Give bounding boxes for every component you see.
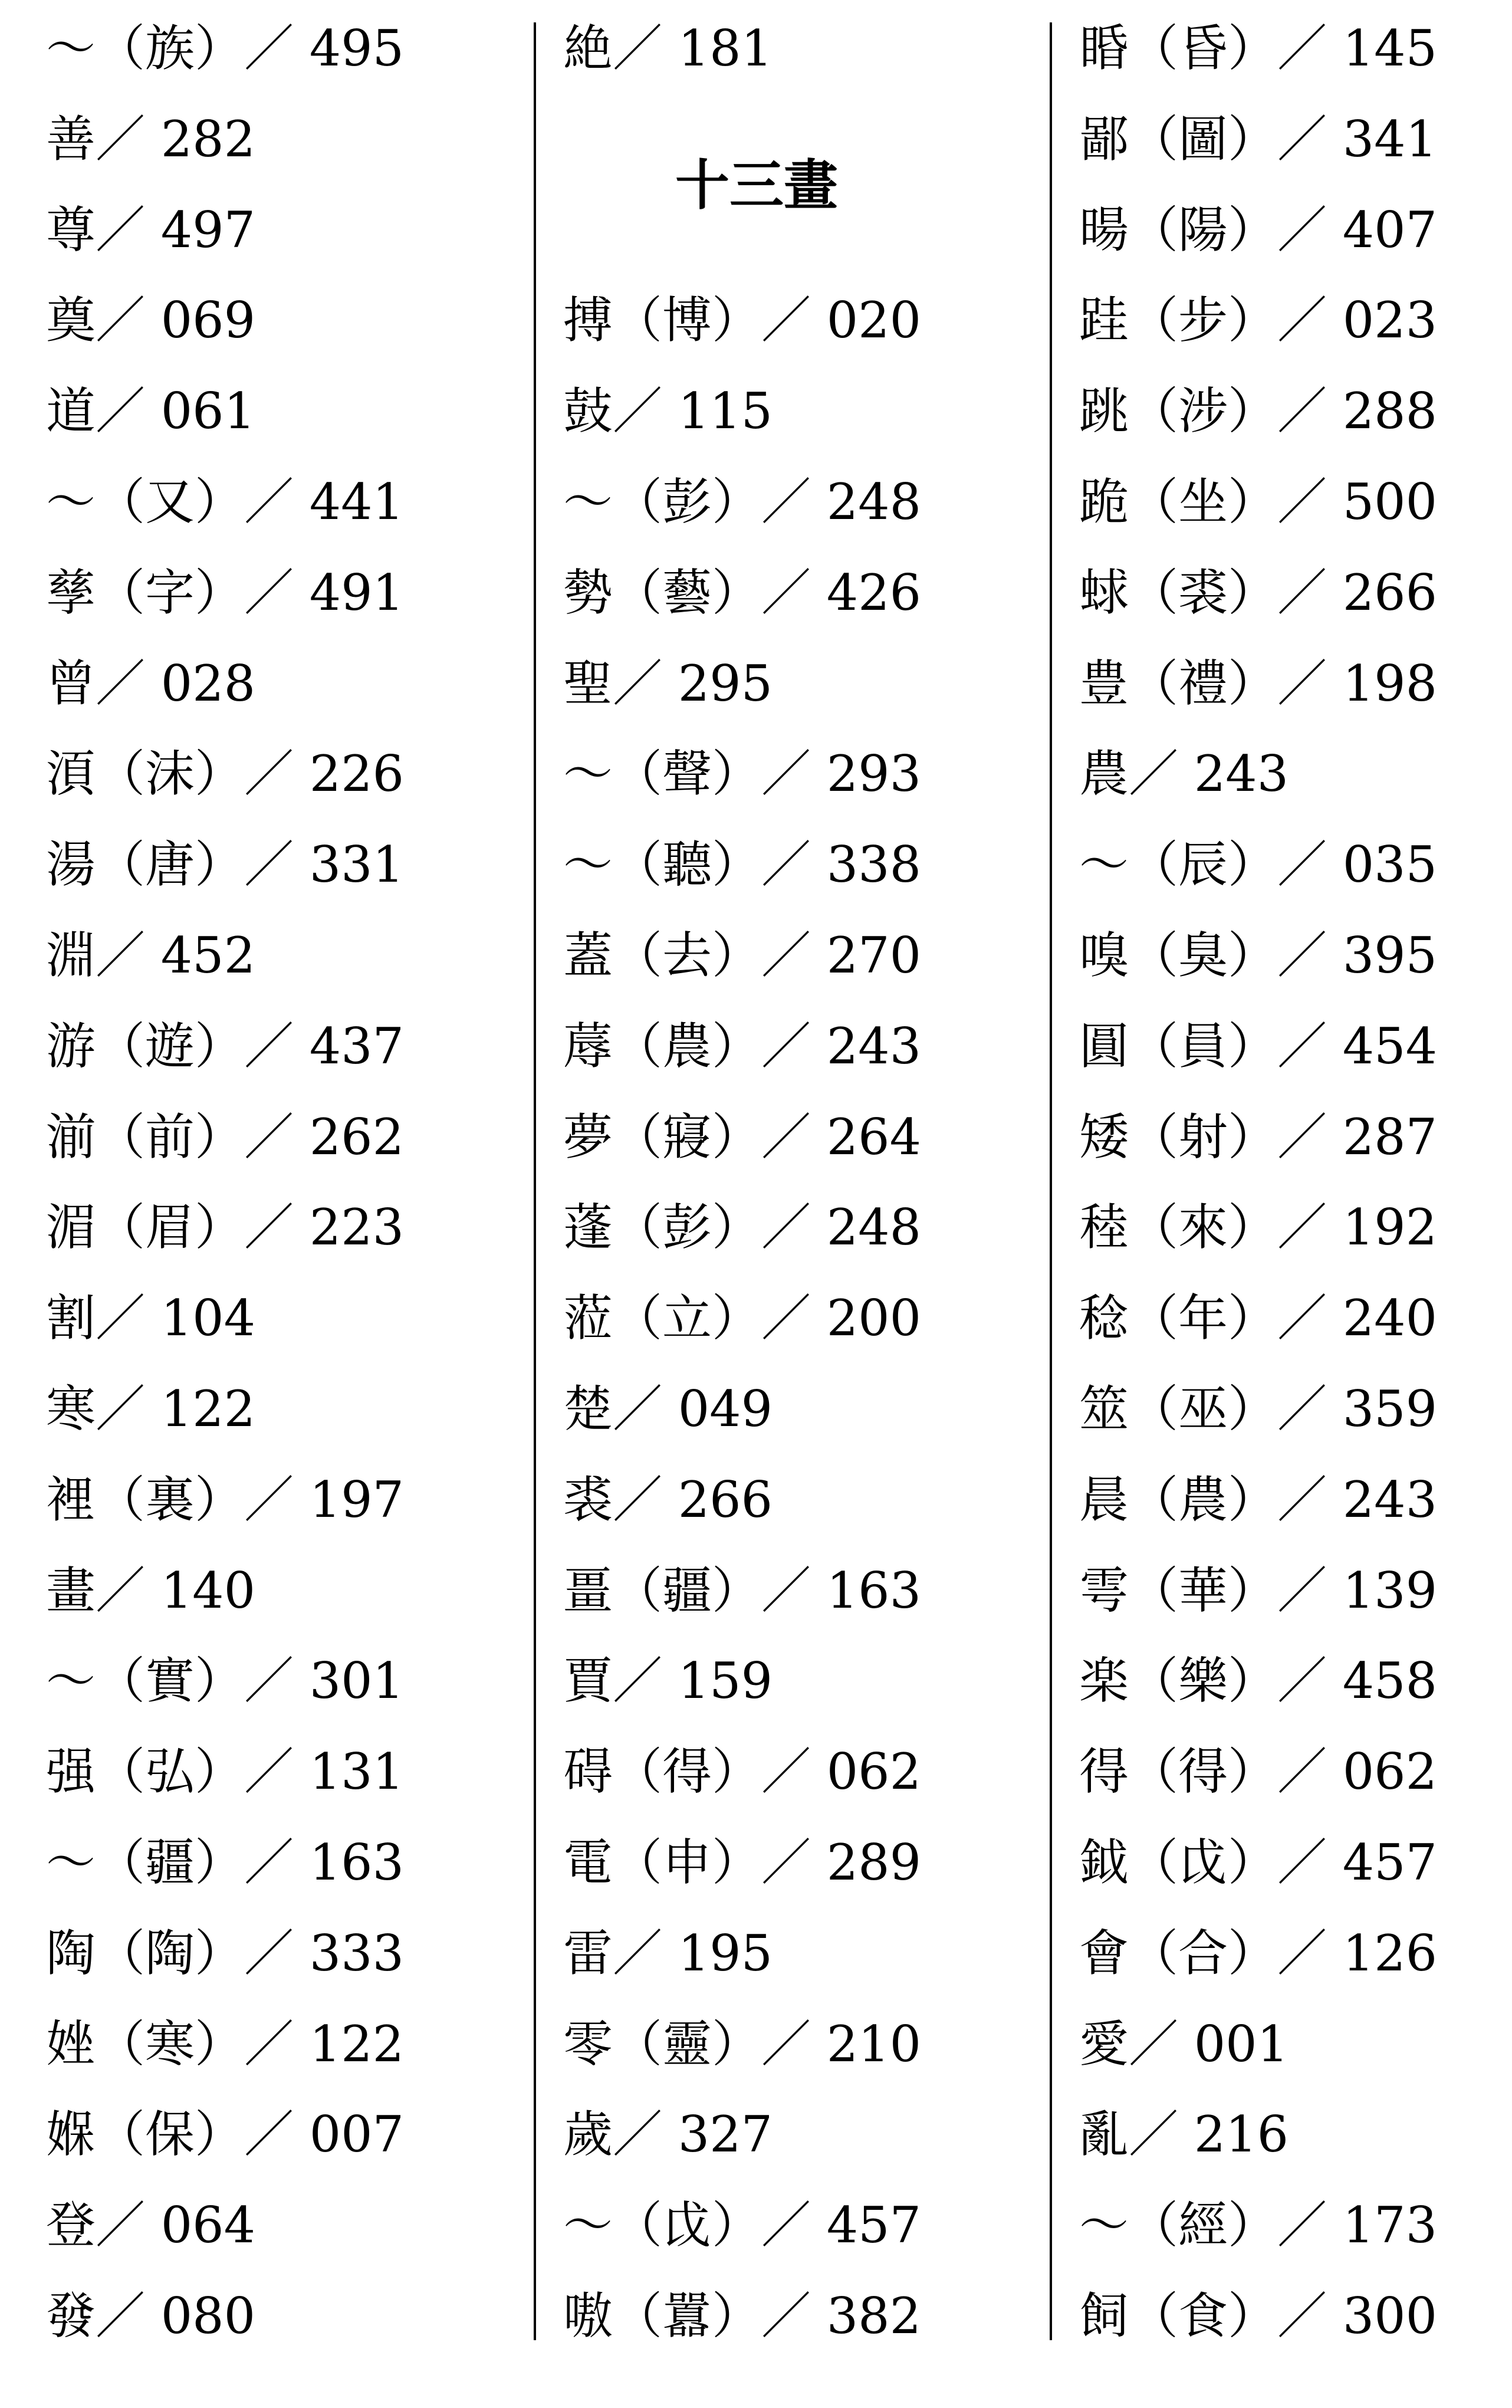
index-entry: 畫／ 140 xyxy=(46,1561,256,1619)
index-entry: ～（彭）／ 248 xyxy=(563,473,922,531)
index-entry: 睧（昏）／ 145 xyxy=(1079,19,1438,77)
index-entry: 零（靈）／ 210 xyxy=(563,2015,922,2073)
index-entry: 湯（唐）／ 331 xyxy=(46,836,405,894)
index-entry: 聖／ 295 xyxy=(563,654,773,712)
index-entry: 淵／ 452 xyxy=(46,927,256,984)
index-entry: ～（戉）／ 457 xyxy=(563,2196,922,2255)
index-entry: 筮（巫）／ 359 xyxy=(1079,1380,1438,1438)
index-entry: 楽（樂）／ 458 xyxy=(1079,1652,1438,1710)
index-entry: 楚／ 049 xyxy=(563,1380,773,1438)
index-entry: 嗅（臭）／ 395 xyxy=(1079,927,1438,984)
index-entry: 稑（來）／ 192 xyxy=(1079,1198,1438,1257)
index-entry: 會（合）／ 126 xyxy=(1079,1924,1438,1982)
index-entry: 割／ 104 xyxy=(46,1289,256,1348)
index-entry: 跪（坐）／ 500 xyxy=(1079,473,1438,531)
index-entry: 絶／ 181 xyxy=(563,19,773,77)
index-entry: ～（實）／ 301 xyxy=(46,1652,405,1710)
index-entry: 蒞（立）／ 200 xyxy=(563,1289,922,1348)
index-entry: ～（又）／ 441 xyxy=(46,473,405,531)
index-entry: 裘／ 266 xyxy=(563,1470,773,1529)
index-entry: 碍（得）／ 062 xyxy=(563,1743,922,1801)
index-entry: ～（聽）／ 338 xyxy=(563,836,922,894)
index-entry: 寒／ 122 xyxy=(46,1380,256,1438)
index-entry: 尊／ 497 xyxy=(46,201,256,259)
index-entry: 孳（字）／ 491 xyxy=(46,563,405,622)
index-entry: ～（疆）／ 163 xyxy=(46,1834,405,1891)
index-entry: 湏（沫）／ 226 xyxy=(46,745,405,803)
index-entry: 蓐（農）／ 243 xyxy=(563,1017,922,1075)
index-entry: 農／ 243 xyxy=(1079,745,1289,803)
index-entry: 搏（博）／ 020 xyxy=(563,291,922,350)
index-entry: 湔（前）／ 262 xyxy=(46,1108,405,1166)
index-entry: 賈／ 159 xyxy=(563,1652,773,1710)
index-entry: 豊（禮）／ 198 xyxy=(1079,654,1438,712)
index-entry: ～（辰）／ 035 xyxy=(1079,836,1438,894)
index-entry: 稔（年）／ 240 xyxy=(1079,1289,1438,1348)
index-entry: 晨（農）／ 243 xyxy=(1079,1470,1438,1529)
index-entry: 媬（保）／ 007 xyxy=(46,2105,405,2164)
index-entry: 畺（疆）／ 163 xyxy=(563,1561,922,1619)
index-entry: 發／ 080 xyxy=(46,2287,256,2345)
index-entry: 鉞（戉）／ 457 xyxy=(1079,1834,1438,1891)
index-entry: 登／ 064 xyxy=(46,2196,256,2255)
index-entry: 圓（員）／ 454 xyxy=(1079,1017,1438,1075)
index-entry: 得（得）／ 062 xyxy=(1079,1743,1438,1801)
index-entry: 暘（陽）／ 407 xyxy=(1079,201,1438,259)
index-entry: 鄙（圖）／ 341 xyxy=(1079,110,1438,168)
index-entry: ～（經）／ 173 xyxy=(1079,2196,1438,2255)
index-entry: 飼（食）／ 300 xyxy=(1079,2287,1438,2345)
index-entry: 雷／ 195 xyxy=(563,1924,773,1982)
index-entry: 嗷（囂）／ 382 xyxy=(563,2287,922,2345)
index-entry: 蓋（去）／ 270 xyxy=(563,927,922,984)
index-entry: 㛗（寒）／ 122 xyxy=(46,2015,405,2073)
index-entry: 奠／ 069 xyxy=(46,291,256,350)
index-entry: 跳（涉）／ 288 xyxy=(1079,382,1438,441)
index-entry: 夢（寢）／ 264 xyxy=(563,1108,922,1166)
index-entry: 勢（藝）／ 426 xyxy=(563,563,922,622)
index-entry: 湄（眉）／ 223 xyxy=(46,1198,405,1257)
column-divider-2 xyxy=(1050,22,1052,2340)
index-entry: ～（族）／ 495 xyxy=(46,19,405,77)
index-entry: 愛／ 001 xyxy=(1079,2015,1289,2073)
index-entry: 强（弘）／ 131 xyxy=(46,1743,405,1801)
index-entry: 裡（裏）／ 197 xyxy=(46,1470,405,1529)
index-entry: 曾／ 028 xyxy=(46,654,256,712)
index-entry: 歲／ 327 xyxy=(563,2105,773,2164)
index-entry: 陶（陶）／ 333 xyxy=(46,1924,405,1982)
index-entry: 蓬（彭）／ 248 xyxy=(563,1198,922,1257)
index-entry: 電（申）／ 289 xyxy=(563,1834,922,1891)
index-entry: 善／ 282 xyxy=(46,110,256,168)
index-entry: 亂／ 216 xyxy=(1079,2105,1289,2164)
index-entry: 道／ 061 xyxy=(46,382,256,441)
column-divider-1 xyxy=(534,22,536,2340)
index-entry: 雩（華）／ 139 xyxy=(1079,1561,1438,1619)
index-entry: 蛷（裘）／ 266 xyxy=(1079,563,1438,622)
stroke-count-heading: 十三畫 xyxy=(675,153,839,217)
index-entry: 跬（步）／ 023 xyxy=(1079,291,1438,350)
index-entry: 鼓／ 115 xyxy=(563,382,773,441)
index-entry: ～（聲）／ 293 xyxy=(563,745,922,803)
index-entry: 游（遊）／ 437 xyxy=(46,1017,405,1075)
index-entry: 矮（射）／ 287 xyxy=(1079,1108,1438,1166)
